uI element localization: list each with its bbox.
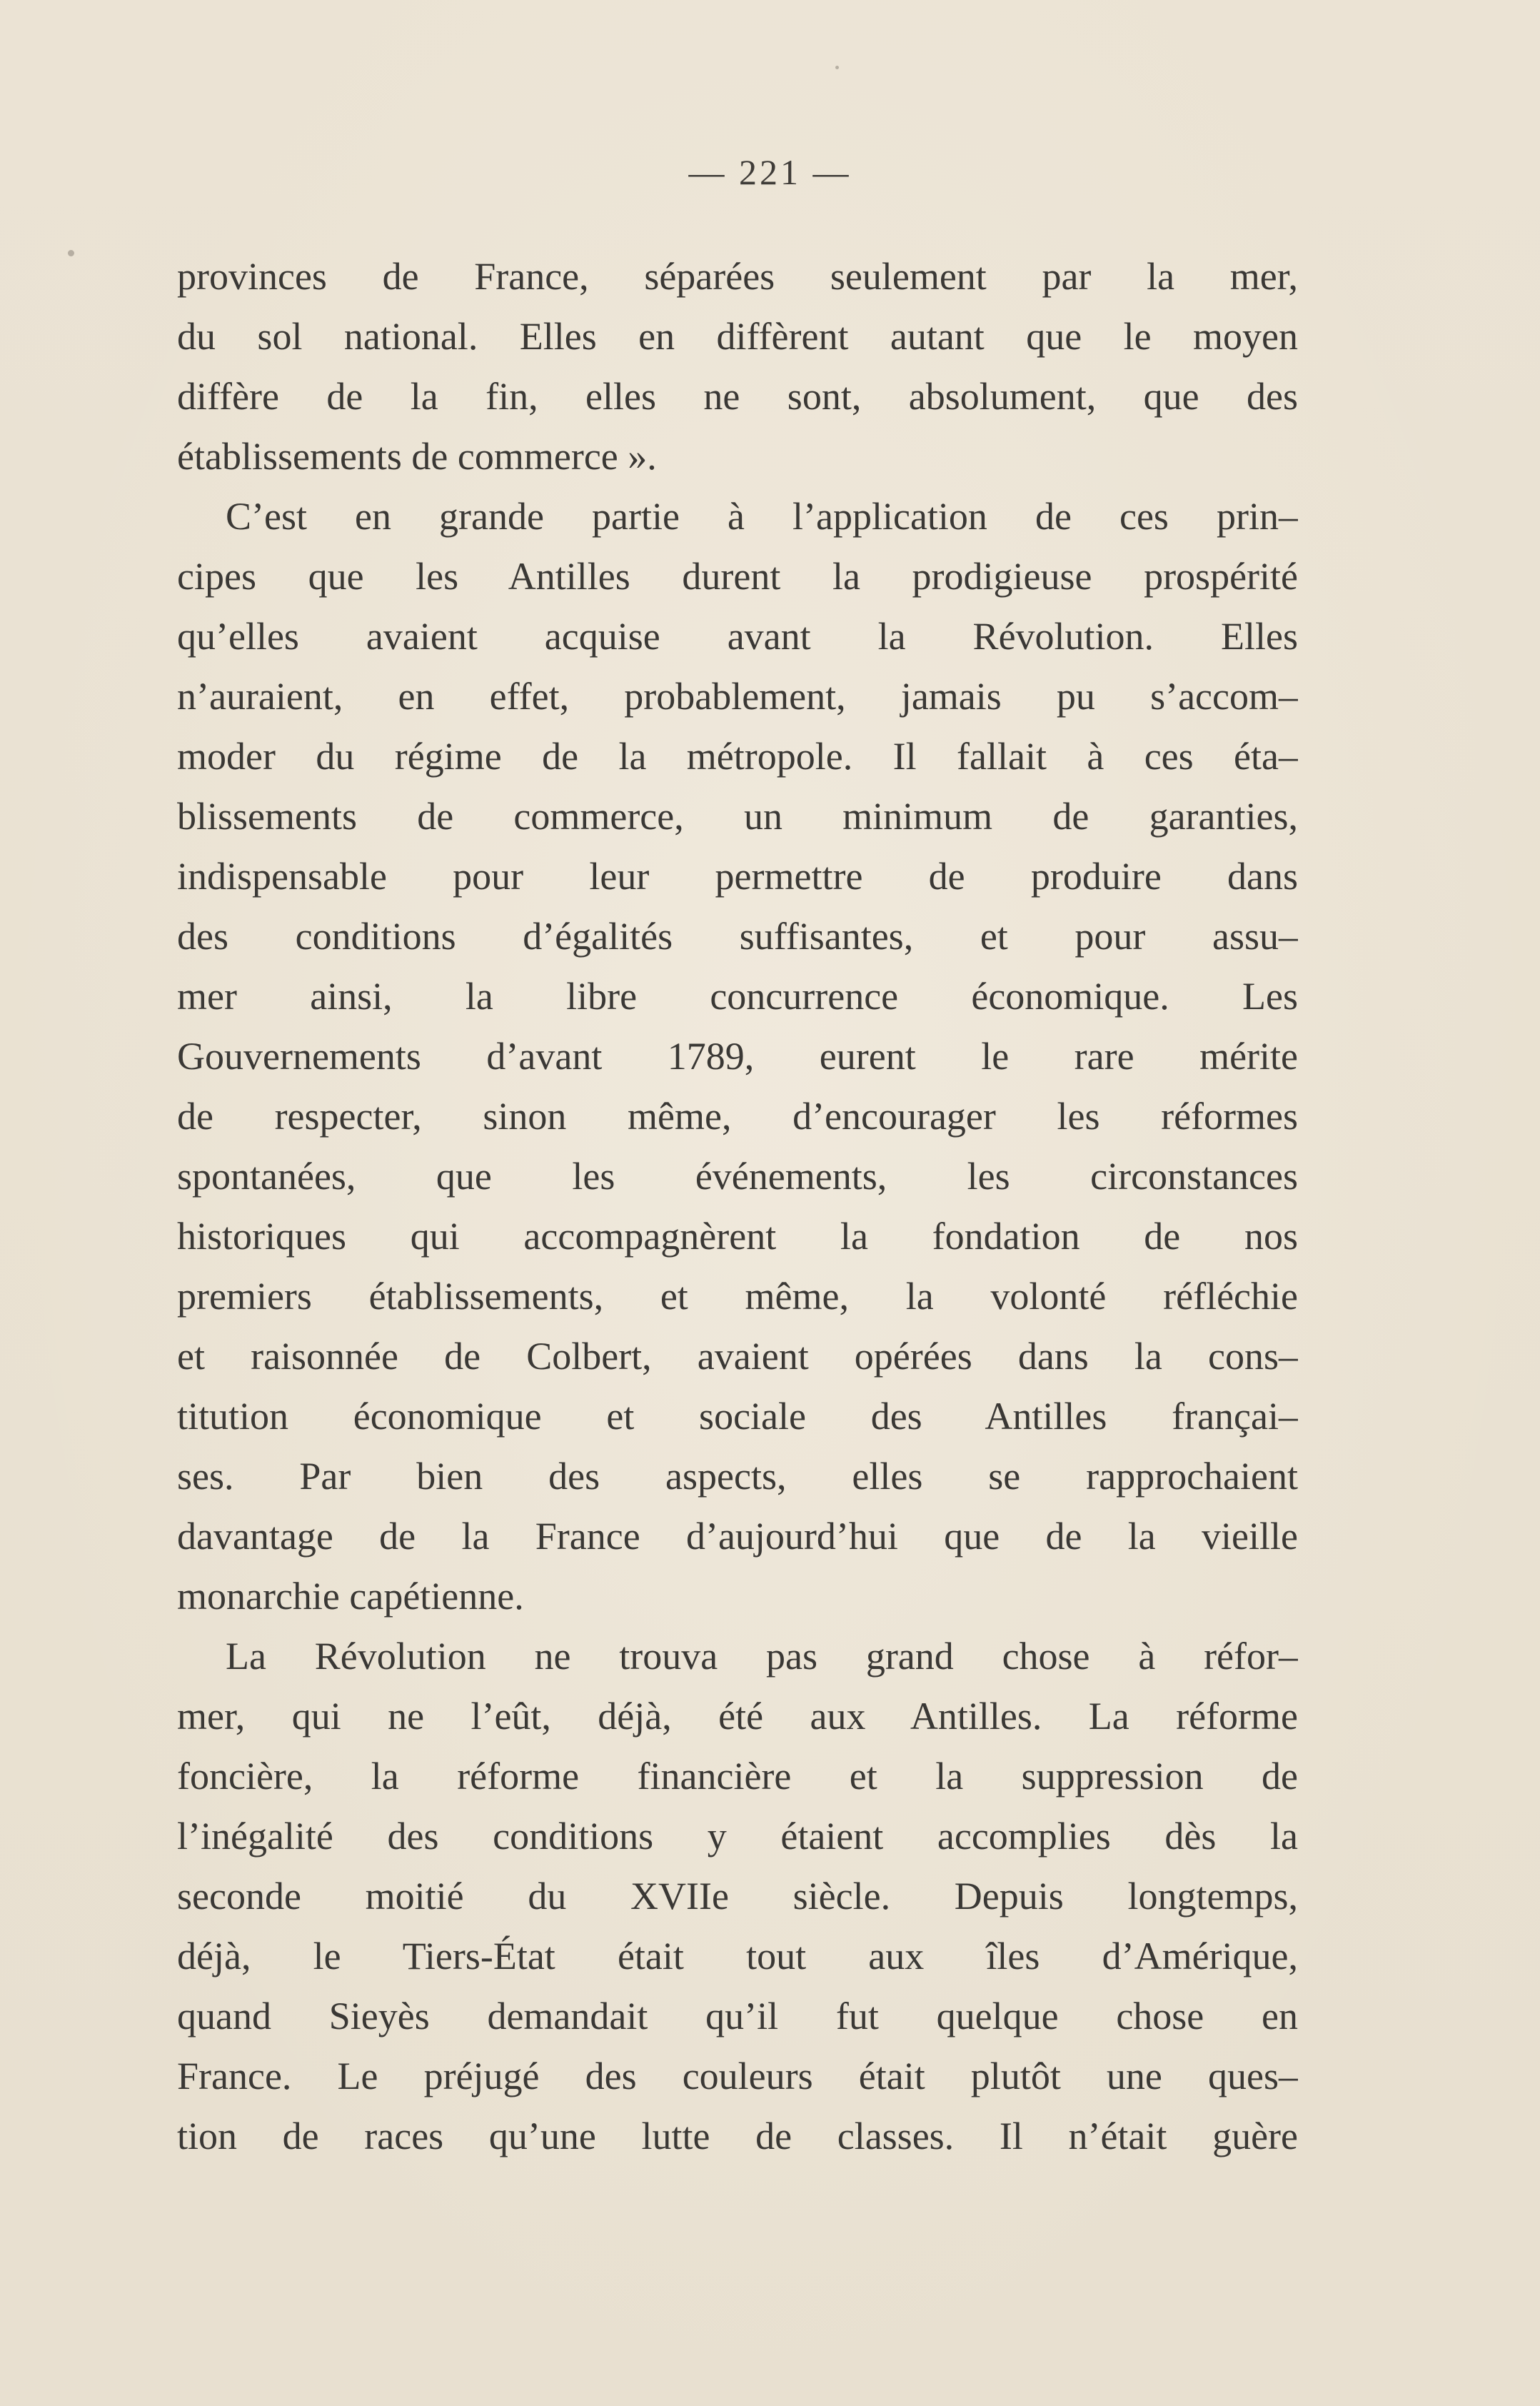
text-line: seconde moitié du XVIIe siècle. Depuis longtemps, <box>177 1875 1298 1918</box>
ink-speck <box>68 250 74 256</box>
text-line: mer ainsi, la libre concurrence économique. Les <box>177 975 1298 1018</box>
text-line: monarchie capétienne. <box>177 1575 524 1618</box>
text-line: foncière, la réforme financière et la suppression de <box>177 1755 1298 1798</box>
text-line: de respecter, sinon même, d’encourager les réformes <box>177 1095 1298 1138</box>
text-line: La Révolution ne trouva pas grand chose à réfor– <box>226 1635 1298 1678</box>
body-text <box>177 246 1298 2166</box>
text-line: déjà, le Tiers-État était tout aux îles d’Amérique, <box>177 1935 1298 1978</box>
text-line: et raisonnée de Colbert, avaient opérées dans la cons– <box>177 1335 1298 1378</box>
ink-speck <box>835 66 839 69</box>
text-line: n’auraient, en effet, probablement, jamais pu s’accom– <box>177 675 1298 718</box>
text-line: davantage de la France d’aujourd’hui que de la vieille <box>177 1515 1298 1558</box>
text-line: spontanées, que les événements, les circonstances <box>177 1155 1298 1198</box>
text-line: France. Le préjugé des couleurs était plutôt une ques– <box>177 2055 1298 2097</box>
text-line: établissements de commerce ». <box>177 435 657 478</box>
text-line: du sol national. Elles en diffèrent autant que le moyen <box>177 315 1298 358</box>
page-number: — 221 — <box>688 152 852 192</box>
text-line: diffère de la fin, elles ne sont, absolument, que des <box>177 375 1298 418</box>
text-line: provinces de France, séparées seulement par la mer, <box>177 255 1298 298</box>
text-line: quand Sieyès demandait qu’il fut quelque chose en <box>177 1995 1298 2037</box>
text-line: titution économique et sociale des Antilles françai– <box>177 1395 1298 1438</box>
text-line: moder du régime de la métropole. Il fallait à ces éta– <box>177 735 1298 778</box>
text-line: qu’elles avaient acquise avant la Révolution. Elles <box>177 615 1298 658</box>
text-line: l’inégalité des conditions y étaient accomplies dès la <box>177 1815 1298 1858</box>
text-line: historiques qui accompagnèrent la fondation de nos <box>177 1215 1298 1258</box>
text-line: premiers établissements, et même, la volonté réfléchie <box>177 1275 1298 1318</box>
text-line: C’est en grande partie à l’application de ces prin– <box>226 495 1298 538</box>
text-line: Gouvernements d’avant 1789, eurent le rare mérite <box>177 1035 1298 1078</box>
text-line: ses. Par bien des aspects, elles se rapprochaient <box>177 1455 1298 1498</box>
text-line: indispensable pour leur permettre de produire dans <box>177 855 1298 898</box>
text-line: cipes que les Antilles durent la prodigieuse prospérité <box>177 555 1298 598</box>
text-line: blissements de commerce, un minimum de garanties, <box>177 795 1298 838</box>
text-line: des conditions d’égalités suffisantes, et pour assu– <box>177 915 1298 958</box>
text-line: mer, qui ne l’eût, déjà, été aux Antilles. La réforme <box>177 1695 1298 1738</box>
text-line: tion de races qu’une lutte de classes. Il n’était guère <box>177 2115 1298 2157</box>
